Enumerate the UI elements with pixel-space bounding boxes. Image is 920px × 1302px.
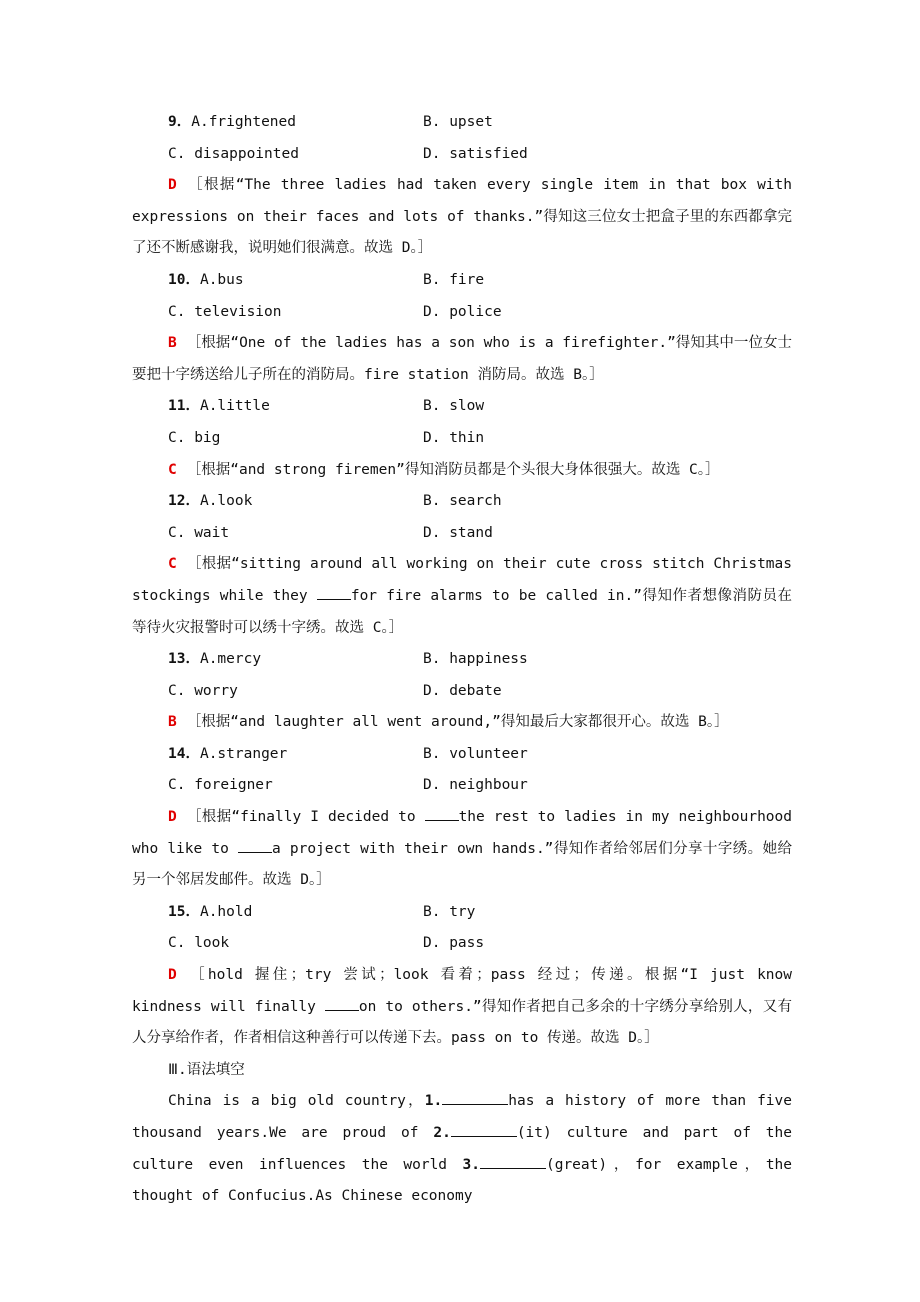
option-a bbox=[168, 391, 270, 423]
blank-number: 2. bbox=[433, 1125, 451, 1141]
answer-letter: D bbox=[168, 809, 177, 826]
question-number: 11． bbox=[168, 398, 200, 415]
question-number: 15． bbox=[168, 903, 200, 920]
explanation-text: ［根据“The three ladies had taken every single item in that box with expressions on their faces and lots of thanks.”得知这三位女士把盒子里的东西都拿完了还不断感谢我，说明她们很满意。故选 D。］ bbox=[132, 177, 792, 257]
question-number: 13． bbox=[168, 651, 200, 668]
option-row bbox=[132, 486, 792, 518]
option-c: C. look bbox=[168, 935, 230, 952]
option-c: C. worry bbox=[168, 682, 238, 699]
option-d: D. thin bbox=[423, 429, 485, 446]
answer-explanation bbox=[132, 170, 792, 265]
option-a bbox=[168, 486, 252, 518]
option-a-text: A.mercy bbox=[199, 651, 262, 668]
option-c: C. foreigner bbox=[168, 777, 273, 794]
option-a-text: A.look bbox=[199, 493, 253, 510]
option-a-text: A.hold bbox=[199, 903, 253, 920]
explanation-text: a project with their own hands.”得知作者给邻居们分享十字绣。她给另一个邻居发邮件。故选 D。］ bbox=[132, 840, 792, 889]
grammar-passage bbox=[132, 1086, 792, 1212]
option-row bbox=[132, 139, 792, 171]
option-b: B. happiness bbox=[423, 651, 528, 668]
blank-line bbox=[451, 1121, 517, 1137]
answer-letter: D bbox=[168, 967, 177, 984]
option-b: B. volunteer bbox=[423, 745, 528, 762]
blank-line bbox=[238, 836, 272, 852]
passage-text: (great)，for example，the thought of Confucius.As Chinese economy bbox=[132, 1156, 793, 1205]
option-row bbox=[132, 391, 792, 423]
blank-line bbox=[325, 994, 359, 1010]
option-b: B. slow bbox=[423, 398, 485, 415]
option-row bbox=[132, 770, 792, 802]
option-a bbox=[168, 739, 287, 771]
answer-explanation bbox=[132, 707, 792, 739]
option-b: B. upset bbox=[423, 114, 493, 130]
option-row bbox=[132, 739, 792, 771]
option-a bbox=[168, 107, 296, 139]
option-c: C. big bbox=[168, 429, 221, 446]
option-b: B. fire bbox=[423, 271, 485, 288]
blank-number: 3. bbox=[462, 1156, 480, 1173]
answer-explanation bbox=[132, 549, 792, 644]
section-heading: Ⅲ.语法填空 bbox=[168, 1061, 245, 1078]
option-a-text: A.frightened bbox=[191, 114, 296, 130]
document-page bbox=[132, 107, 792, 1213]
answer-letter: C bbox=[168, 556, 177, 573]
passage-text: has a history of more than five thousand years.We are proud of bbox=[132, 1093, 792, 1141]
explanation-text: ［根据“and strong firemen”得知消防员都是个头很大身体很强大。故选 C。］ bbox=[186, 461, 720, 478]
option-row bbox=[132, 644, 792, 676]
explanation-text: ［根据“and laughter all went around,”得知最后大家都很开心。故选 B。］ bbox=[186, 714, 729, 731]
option-row bbox=[132, 423, 792, 455]
option-a-text: A.stranger bbox=[199, 745, 288, 762]
answer-letter: D bbox=[168, 177, 177, 194]
option-row bbox=[132, 107, 792, 139]
option-d: D. neighbour bbox=[423, 777, 528, 794]
blank-line bbox=[442, 1089, 508, 1105]
answer-explanation bbox=[132, 455, 792, 487]
answer-explanation bbox=[132, 802, 792, 897]
option-row bbox=[132, 518, 792, 550]
explanation-text: on to others.”得知作者把自己多余的十字绣分享给别人，又有人分享给作者，作者相信这种善行可以传递下去。pass on to 传递。故选 D。］ bbox=[132, 998, 792, 1047]
question-number: 9． bbox=[168, 114, 192, 130]
option-d: D. satisfied bbox=[423, 145, 528, 162]
option-row bbox=[132, 928, 792, 960]
answer-letter: B bbox=[168, 714, 177, 731]
option-a bbox=[168, 897, 252, 929]
answer-letter: B bbox=[168, 335, 177, 352]
option-b: B. search bbox=[423, 493, 502, 510]
option-d: D. debate bbox=[423, 682, 502, 699]
passage-text: China is a big old country， bbox=[168, 1093, 425, 1110]
question-number: 10． bbox=[168, 271, 200, 288]
option-row bbox=[132, 897, 792, 929]
answer-letter: C bbox=[168, 461, 177, 478]
option-d: D. pass bbox=[423, 935, 485, 952]
explanation-text: ［根据“One of the ladies has a son who is a firefighter.”得知其中一位女士要把十字绣送给儿子所在的消防局。fire station 消防局。故选 B。］ bbox=[132, 335, 792, 383]
option-row bbox=[132, 265, 792, 297]
option-c: C. television bbox=[168, 303, 282, 320]
explanation-text: ［根据“sitting around all working on their cute cross stitch Christmas stockings while they bbox=[132, 556, 792, 604]
option-b: B. try bbox=[423, 903, 476, 920]
question-number: 12． bbox=[168, 493, 200, 510]
option-c: C. disappointed bbox=[168, 145, 299, 162]
blank-line bbox=[480, 1152, 546, 1168]
option-row bbox=[132, 297, 792, 329]
option-d: D. stand bbox=[423, 524, 493, 541]
explanation-text: the rest to ladies in my neighbourhood who like to bbox=[132, 809, 792, 857]
option-d: D. police bbox=[423, 303, 502, 320]
question-number: 14． bbox=[168, 745, 200, 762]
explanation-text: for fire alarms to be called in.”得知作者想像消防员在等待火灾报警时可以绣十字绣。故选 C。］ bbox=[132, 587, 792, 636]
option-a-text: A.little bbox=[199, 398, 270, 415]
option-a-text: A.bus bbox=[199, 271, 244, 288]
option-c: C. wait bbox=[168, 524, 230, 541]
explanation-text: ［hold 握住；try 尝试；look 看着；pass 经过；传递。根据“I just know kindness will finally bbox=[132, 967, 792, 1015]
explanation-text: ［根据“finally I decided to bbox=[186, 809, 425, 826]
answer-explanation bbox=[132, 328, 792, 391]
passage-text: (it) culture and part of the culture even influences the world bbox=[132, 1125, 792, 1173]
blank-number: 1. bbox=[424, 1093, 443, 1110]
option-a bbox=[168, 265, 244, 297]
answer-explanation bbox=[132, 960, 792, 1055]
blank-line bbox=[317, 584, 351, 600]
option-a bbox=[168, 644, 261, 676]
option-row bbox=[132, 676, 792, 708]
blank-line bbox=[425, 805, 459, 821]
